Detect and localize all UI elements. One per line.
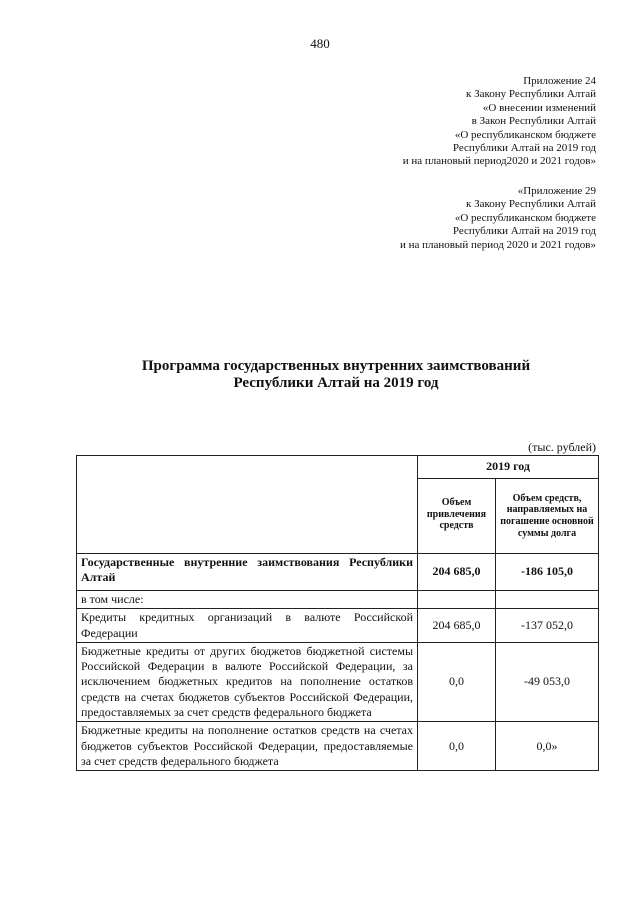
page-number: 480 bbox=[310, 36, 330, 51]
row-attract-value: 204 685,0 bbox=[418, 554, 496, 591]
appendix-line: к Закону Республики Алтай bbox=[466, 198, 596, 211]
appendix-line: к Закону Республики Алтай bbox=[466, 88, 596, 101]
appendix-line: «О внесении изменений bbox=[482, 101, 596, 114]
row-description: Бюджетные кредиты от других бюджетов бюджетной системы Российской Федерации в валюте Российской Федерации, за исключением бюджетных кредитов на пополнение остатков средств на счетах бюджетов субъектов Российской Федерации, предоставляемых за счет средств федерального бюджета bbox=[77, 642, 418, 721]
appendix-line: «О республиканском бюджете bbox=[454, 128, 596, 141]
row-repay-value: 0,0» bbox=[496, 722, 599, 771]
row-repay-value: -49 053,0 bbox=[496, 642, 599, 721]
row-attract-value: 0,0 bbox=[418, 642, 496, 721]
header-empty-cell bbox=[77, 456, 418, 554]
row-attract-value: 204 685,0 bbox=[418, 609, 496, 643]
appendix-29-header bbox=[400, 185, 596, 252]
row-attract-value bbox=[418, 591, 496, 609]
document-title bbox=[0, 358, 640, 392]
col-attract-header: Объем привлечения средств bbox=[418, 479, 496, 554]
appendix-line: Приложение 24 bbox=[523, 75, 596, 87]
borrowings-table bbox=[76, 455, 599, 771]
row-attract-value: 0,0 bbox=[418, 722, 496, 771]
row-repay-value: -186 105,0 bbox=[496, 554, 599, 591]
appendix-line: «Приложение 29 bbox=[517, 185, 596, 197]
title-line-1: Программа государственных внутренних заимствований bbox=[141, 358, 531, 374]
table-row bbox=[77, 642, 599, 721]
appendix-line: «О республиканском бюджете bbox=[454, 211, 596, 224]
appendix-line: Республики Алтай на 2019 год bbox=[452, 142, 596, 155]
row-description: Бюджетные кредиты на пополнение остатков средств на счетах бюджетов субъектов Российской Федерации, предоставляемые за счет средств федерального бюджета bbox=[77, 722, 418, 771]
col-repay-header: Объем средств, направляемых на погашение основной суммы долга bbox=[496, 479, 599, 554]
units-label: (тыс. рублей) bbox=[528, 440, 596, 454]
appendix-line: и на плановый период 2020 и 2021 годов» bbox=[399, 238, 596, 251]
title-line-2: Республики Алтай на 2019 год bbox=[233, 375, 439, 391]
year-header: 2019 год bbox=[418, 456, 599, 479]
table-row bbox=[77, 591, 599, 609]
table-header-row bbox=[77, 456, 599, 479]
table-row bbox=[77, 722, 599, 771]
row-repay-value: -137 052,0 bbox=[496, 609, 599, 643]
appendix-line: в Закон Республики Алтай bbox=[471, 115, 596, 128]
appendix-line: Республики Алтай на 2019 год bbox=[452, 225, 596, 238]
row-description: Кредиты кредитных организаций в валюте Российской Федерации bbox=[77, 609, 418, 643]
row-repay-value bbox=[496, 591, 599, 609]
appendix-24-header bbox=[403, 75, 596, 169]
appendix-line: и на плановый период2020 и 2021 годов» bbox=[402, 155, 596, 168]
row-description: в том числе: bbox=[77, 591, 418, 609]
table-row bbox=[77, 609, 599, 643]
row-description: Государственные внутренние заимствования Республики Алтай bbox=[77, 554, 418, 591]
table-row bbox=[77, 554, 599, 591]
